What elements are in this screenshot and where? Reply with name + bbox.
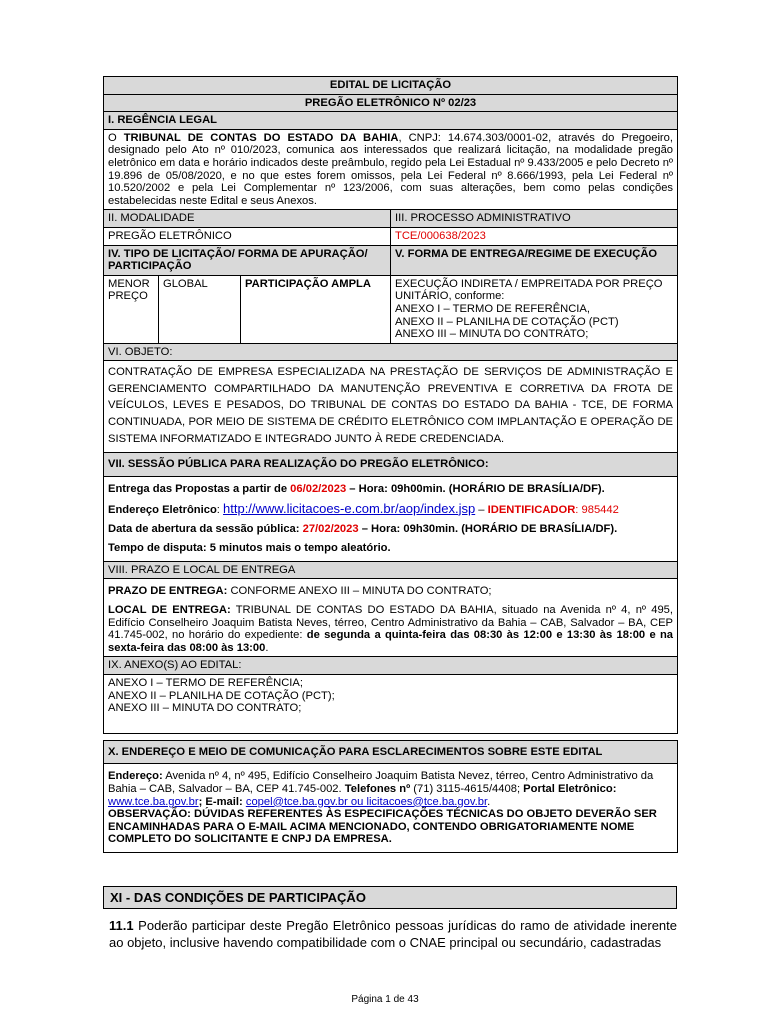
tipo-menor-preco: MENOR PREÇO bbox=[104, 275, 159, 343]
edital-table bbox=[103, 76, 678, 853]
email-link[interactable]: copel@tce.ba.gov.br ou licitacoes@tce.ba.gov.br bbox=[245, 795, 488, 808]
data-abertura-rest: – Hora: 09h30min. (HORÁRIO DE BRASÍLIA/DF). bbox=[358, 522, 618, 535]
prazo-label: VIII. PRAZO E LOCAL DE ENTREGA bbox=[104, 561, 678, 579]
comunicacao-label: X. ENDEREÇO E MEIO DE COMUNICAÇÃO PARA ESCLARECIMENTOS SOBRE ESTE EDITAL bbox=[104, 740, 678, 764]
endereco-sep: : bbox=[216, 503, 224, 516]
comunicacao-endereco bbox=[108, 770, 673, 808]
local-entrega-value: TRIBUNAL DE CONTAS DO ESTADO DA BAHIA, situado na Avenida nº 4, nº 495, Edifício Conselheiro Joaquim Batista Neves, térreo, Centro Administrativo da Bahia – CAB, Salvador – BA, CEP 41.745-002, no horário do expediente: bbox=[108, 604, 674, 642]
endereco-eletronico-label: Endereço Eletrônico bbox=[108, 503, 217, 516]
entrega-propostas-rest: – Hora: bbox=[346, 482, 391, 495]
entrega-regime bbox=[391, 275, 678, 343]
anexo-item: ANEXO III – MINUTA DO CONTRATO; bbox=[108, 702, 302, 715]
processo-label: III. PROCESSO ADMINISTRATIVO bbox=[391, 210, 678, 228]
entrega-line: EXECUÇÃO INDIRETA / EMPREITADA POR PREÇO UNITÁRIO, conforme: bbox=[395, 277, 663, 303]
section-participacao-title: XI - DAS CONDIÇÕES DE PARTICIPAÇÃO bbox=[103, 886, 677, 909]
local-entrega-horario: de segunda a quinta-feira das 08:30 às 12:00 e 13:30 às 18:00 e na sexta-feira das 08:00 às 13:00 bbox=[108, 629, 674, 654]
regencia-body: , CNPJ: 14.674.303/0001-02, através do Pregoeiro, designado pelo Ato nº 010/2023, comunica aos interessados que realizará licitação, na modalidade pregão eletrônico em data e horário indicados deste preâmbulo, regido pela Lei Estadual nº 9.433/2005 e pelo Decreto nº 19.896 de 05/08/2020, e no que estes forem omissos, pela Lei Federal nº 8.666/1993, pela Lei Federal nº 10.520/2002 e pela Lei Complementar nº 123/2006, com suas alterações, bem como pelas condições estabelecidas neste Edital e seus Anexos. bbox=[108, 131, 674, 207]
sessao-label: VII. SESSÃO PÚBLICA PARA REALIZAÇÃO DO PREGÃO ELETRÔNICO: bbox=[104, 453, 678, 477]
objeto-text: CONTRATAÇÃO DE EMPRESA ESPECIALIZADA NA PRESTAÇÃO DE SERVIÇOS DE ADMINISTRAÇÃO E GERENCIAMENTO COMPARTILHADO DA MANUTENÇÃO PREVENTIVA E CORRETIVA DA FROTA DE VEÍCULOS, LEVES E PESADOS, DO TRIBUNAL DE CONTAS DO ESTADO DA BAHIA - TCE, DE FORMA CONTINUADA, POR MEIO DE SISTEMA DE CRÉDITO ELETRÔNICO COM IMPLANTAÇÃO E OPERAÇÃO DE SISTEMA INFORMATIZADO E INTEGRADO JUNTO À REDE CREDENCIADA. bbox=[104, 361, 678, 453]
portal-label: Portal Eletrônico: bbox=[523, 782, 617, 795]
tempo-disputa: Tempo de disputa: 5 minutos mais o tempo aleatório. bbox=[108, 541, 391, 554]
data-abertura bbox=[108, 520, 673, 539]
modalidade-label: II. MODALIDADE bbox=[104, 210, 391, 228]
anexo-item: ANEXO I – TERMO DE REFERÊNCIA; bbox=[108, 677, 303, 689]
entrega-line: ANEXO II – PLANILHA DE COTAÇÃO (PCT) bbox=[395, 315, 619, 328]
modalidade-value: PREGÃO ELETRÔNICO bbox=[104, 227, 391, 245]
objeto-label: VI. OBJETO: bbox=[104, 343, 678, 361]
clause-number: 11.1 bbox=[109, 918, 134, 933]
anexos-list bbox=[104, 675, 678, 734]
regencia-title: I. REGÊNCIA LEGAL bbox=[104, 112, 678, 130]
entrega-line: ANEXO III – MINUTA DO CONTRATO; bbox=[395, 328, 589, 341]
entrega-label: V. FORMA DE ENTREGA/REGIME DE EXECUÇÃO bbox=[391, 245, 678, 275]
anexos-label: IX. ANEXO(S) AO EDITAL: bbox=[104, 657, 678, 675]
entrega-propostas-hora: 09h00min. (HORÁRIO DE BRASÍLIA/DF). bbox=[390, 482, 605, 495]
comunicacao-endereco-value: Avenida nº 4, nº 495, Edifício Conselheiro Joaquim Batista Nevez, térreo, Centro Administrativo da Bahia – CAB, Salvador – BA, CEP 41.745-002. bbox=[108, 770, 654, 795]
prazo-entrega bbox=[108, 585, 673, 598]
data-abertura-date: 27/02/2023 bbox=[302, 522, 359, 535]
spacer bbox=[104, 733, 678, 740]
prazo-entrega-value: CONFORME ANEXO III – MINUTA DO CONTRATO; bbox=[227, 585, 492, 598]
email-end: . bbox=[487, 795, 491, 808]
page-footer: Página 1 de 43 bbox=[351, 994, 419, 1005]
data-abertura-label: Data de abertura da sessão pública: bbox=[108, 522, 303, 535]
comunicacao-details bbox=[104, 764, 678, 853]
prazo-entrega-label: PRAZO DE ENTREGA: bbox=[108, 585, 228, 598]
tipo-label: IV. TIPO DE LICITAÇÃO/ FORMA DE APURAÇÃO/ PARTICIPAÇÃO bbox=[104, 245, 391, 275]
entrega-line: ANEXO I – TERMO DE REFERÊNCIA, bbox=[395, 302, 590, 315]
entrega-propostas bbox=[108, 480, 673, 499]
identificador-value: : 985442 bbox=[575, 503, 619, 516]
portal-link[interactable]: www.tce.ba.gov.br bbox=[108, 795, 199, 808]
tipo-participacao: PARTICIPAÇÃO AMPLA bbox=[241, 275, 391, 343]
endereco-eletronico bbox=[108, 499, 673, 520]
email-label: E-mail: bbox=[205, 795, 243, 808]
clause-text: Poderão participar deste Pregão Eletrônico pessoas jurídicas do ramo de atividade inerente ao objeto, inclusive havendo compatibilidade com o CNAE principal ou secundário, cadastradas bbox=[109, 918, 677, 950]
edital-title: EDITAL DE LICITAÇÃO bbox=[104, 77, 678, 95]
anexo-item: ANEXO II – PLANILHA DE COTAÇÃO (PCT); bbox=[108, 689, 335, 702]
comunicacao-endereco-label: Endereço: bbox=[108, 770, 163, 783]
local-entrega-end: . bbox=[265, 641, 269, 654]
prazo-details bbox=[104, 579, 678, 657]
edital-document bbox=[103, 76, 677, 853]
sessao-details bbox=[104, 476, 678, 561]
telefones-value: (71) 3115-4615/4408; bbox=[410, 782, 524, 795]
section-participacao-text bbox=[109, 917, 677, 951]
regencia-text bbox=[104, 129, 678, 210]
local-entrega bbox=[108, 604, 673, 654]
processo-value: TCE/000638/2023 bbox=[391, 227, 678, 245]
licitacoes-link[interactable]: http://www.licitacoes-e.com.br/aop/index.jsp bbox=[223, 500, 476, 516]
email-sep: ; bbox=[198, 795, 206, 808]
pregao-number: PREGÃO ELETRÔNICO Nº 02/23 bbox=[104, 94, 678, 112]
telefones-label: Telefones nº bbox=[344, 782, 411, 795]
entrega-propostas-date: 06/02/2023 bbox=[290, 482, 347, 495]
observacao: OBSERVAÇÃO: DÚVIDAS REFERENTES ÀS ESPECIFICAÇÕES TÉCNICAS DO OBJETO DEVERÃO SER ENCAMINHADAS PARA O E-MAIL ACIMA MENCIONADO, CONTENDO OBRIGATORIAMENTE NOME COMPLETO DO SOLICITANTE E CNPJ DA EMPRESA. bbox=[108, 808, 657, 846]
entrega-propostas-label: Entrega das Propostas a partir de bbox=[108, 482, 291, 495]
local-entrega-label: LOCAL DE ENTREGA: bbox=[108, 604, 231, 617]
identificador-label: IDENTIFICADOR bbox=[487, 503, 576, 516]
regencia-prefix: O bbox=[108, 131, 124, 144]
endereco-dash: – bbox=[475, 503, 488, 516]
regencia-org: TRIBUNAL DE CONTAS DO ESTADO DA BAHIA bbox=[123, 131, 399, 144]
section-participacao bbox=[103, 886, 677, 951]
tipo-global: GLOBAL bbox=[159, 275, 241, 343]
